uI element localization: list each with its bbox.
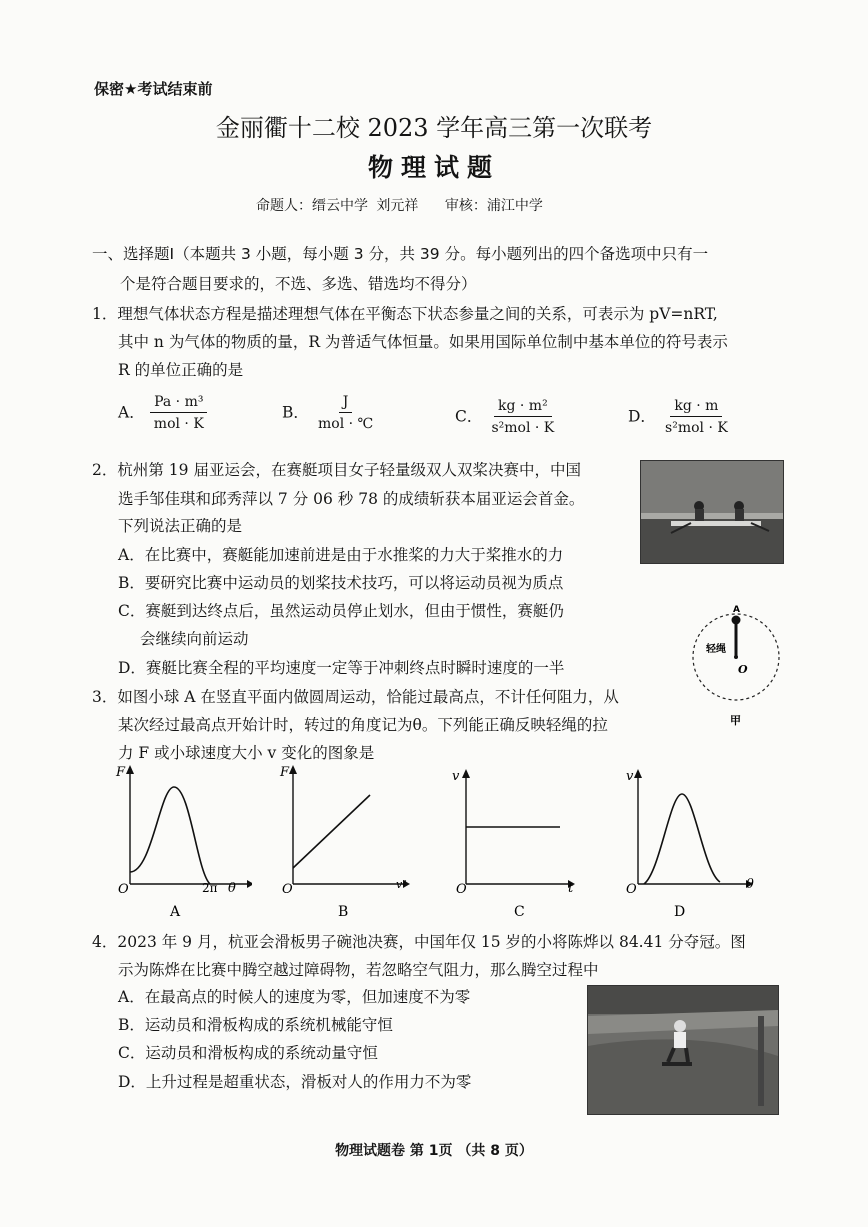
curve	[644, 794, 720, 884]
x-label: θ	[746, 877, 754, 892]
page-footer: 物理试题卷 第 1页 （共 8 页）	[335, 1143, 533, 1159]
option-label: A．	[118, 403, 145, 422]
fraction-denominator: s²mol · K	[665, 420, 728, 436]
tick-label: 2π	[202, 881, 218, 895]
graph-label: B	[338, 904, 349, 920]
q3-line2: 某次经过最高点开始计时，转过的角度记为θ。下列能正确反映轻绳的拉	[118, 716, 608, 734]
confidential-mark: 保密★考试结束前	[94, 80, 213, 98]
q1-line2: 其中 n 为气体的物质的量，R 为普适气体恒量。如果用国际单位制中基本单位的符号表示	[118, 333, 728, 351]
exam-title: 金丽衢十二校 2023 学年高三第一次联考	[215, 114, 653, 142]
q4-option-a: A．在最高点的时候人的速度为零，但加速度不为零	[118, 988, 471, 1006]
q4-line2: 示为陈烨在比赛中腾空越过障碍物，若忽略空气阻力，那么腾空过程中	[118, 961, 599, 979]
label-a: A	[733, 605, 740, 615]
q1-option-b	[282, 394, 377, 432]
q2-option-d: D．赛艇比赛全程的平均速度一定等于冲刺终点时瞬时速度的一半	[118, 659, 565, 677]
curve	[293, 795, 370, 868]
q2-line1: 2．杭州第 19 届亚运会，在赛艇项目女子轻量级双人双桨决赛中，中国	[92, 461, 581, 479]
q2-line3: 下列说法正确的是	[118, 517, 243, 535]
option-label: C．	[455, 407, 483, 426]
q1-line3: R 的单位正确的是	[118, 361, 244, 379]
origin-label: O	[118, 882, 129, 897]
y-arrow	[289, 765, 297, 774]
q2-option-b: B．要研究比赛中运动员的划桨技术技巧，可以将运动员视为质点	[118, 574, 564, 592]
label-rope: 轻绳	[706, 644, 726, 655]
q3-line1: 3．如图小球 A 在竖直平面内做圆周运动，恰能过最高点，不计任何阻力，从	[92, 688, 619, 706]
unit-fraction	[314, 394, 377, 432]
fraction-denominator: mol · K	[153, 416, 204, 432]
y-arrow	[634, 769, 642, 778]
origin-label: O	[456, 882, 467, 897]
graph-c	[450, 762, 590, 920]
q1-line1: 1．理想气体状态方程是描述理想气体在平衡态下状态参量之间的关系，可表示为 pV=nRT,	[92, 305, 718, 323]
unit-fraction	[487, 398, 558, 436]
skateboard-photo	[587, 985, 779, 1115]
unit-fraction	[661, 398, 732, 436]
q4-option-c: C．运动员和滑板构成的系统动量守恒	[118, 1044, 378, 1062]
q2-option-c-cont: 会继续向前运动	[140, 630, 249, 648]
y-label: F	[280, 765, 290, 780]
q2-option-c: C．赛艇到达终点后，虽然运动员停止划水，但由于惯性，赛艇仍	[118, 602, 564, 620]
graph-label: C	[514, 904, 525, 920]
x-arrow	[247, 880, 252, 888]
y-arrow	[126, 765, 134, 774]
y-arrow	[462, 769, 470, 778]
exam-subject: 物理试题	[367, 153, 500, 182]
graph-b	[278, 762, 418, 920]
fraction-denominator: s²mol · K	[491, 420, 555, 436]
option-label: B．	[282, 403, 309, 422]
graph-a	[112, 762, 252, 920]
fraction-denominator: mol · ℃	[317, 416, 374, 432]
rowing-photo	[640, 460, 784, 564]
q4-line1: 4．2023 年 9 月，杭亚会滑板男子碗池决赛，中国年仅 15 岁的小将陈烨以 84.41 分夺冠。图	[92, 933, 746, 951]
unit-fraction	[150, 394, 208, 432]
fraction-numerator: J	[339, 394, 353, 413]
section-heading-line2: 个是符合题目要求的，不选、多选、错选均不得分）	[120, 275, 477, 293]
x-label: θ	[228, 881, 236, 896]
x-label: t	[568, 881, 574, 896]
reviewer: 审核：浦江中学	[444, 198, 543, 214]
center-point	[734, 655, 738, 659]
author: 命题人：缙云中学 刘元祥	[256, 198, 419, 214]
y-label: v	[452, 769, 460, 784]
q1-option-d	[628, 398, 732, 436]
rowing-photo-art	[641, 461, 783, 563]
graph-label: D	[674, 904, 686, 920]
fraction-numerator: Pa · m³	[150, 394, 207, 413]
option-label: D．	[628, 407, 656, 426]
q1-option-c	[455, 398, 558, 436]
circular-motion-figure	[680, 600, 800, 735]
origin-label: O	[626, 882, 637, 897]
y-label: F	[116, 765, 126, 780]
q4-option-d: D．上升过程是超重状态，滑板对人的作用力不为零	[118, 1073, 472, 1091]
ball-a	[732, 616, 741, 625]
fraction-numerator: kg · m	[670, 398, 722, 417]
q2-option-a: A．在比赛中，赛艇能加速前进是由于水推桨的力大于桨推水的力	[118, 546, 564, 564]
x-label: v²	[396, 878, 407, 891]
label-center: O	[738, 663, 748, 676]
q4-option-b: B．运动员和滑板构成的系统机械能守恒	[118, 1016, 393, 1034]
q3-line3: 力 F 或小球速度大小 v 变化的图象是	[118, 744, 375, 762]
authors-line	[256, 195, 561, 215]
fraction-numerator: kg · m²	[494, 398, 552, 417]
skateboard-photo-art	[588, 986, 778, 1114]
figure-caption: 甲	[730, 714, 741, 727]
q1-option-a	[118, 394, 208, 432]
q2-line2: 选手邹佳琪和邱秀萍以 7 分 06 秒 78 的成绩斩获本届亚运会首金。	[118, 490, 585, 508]
graph-d	[622, 762, 762, 920]
section-heading-line1: 一、选择题Ⅰ（本题共 3 小题，每小题 3 分，共 39 分。每小题列出的四个备选项中只有一	[92, 245, 709, 263]
graph-label: A	[170, 904, 181, 920]
origin-label: O	[282, 882, 293, 897]
y-label: v	[626, 769, 634, 784]
curve	[130, 787, 210, 884]
